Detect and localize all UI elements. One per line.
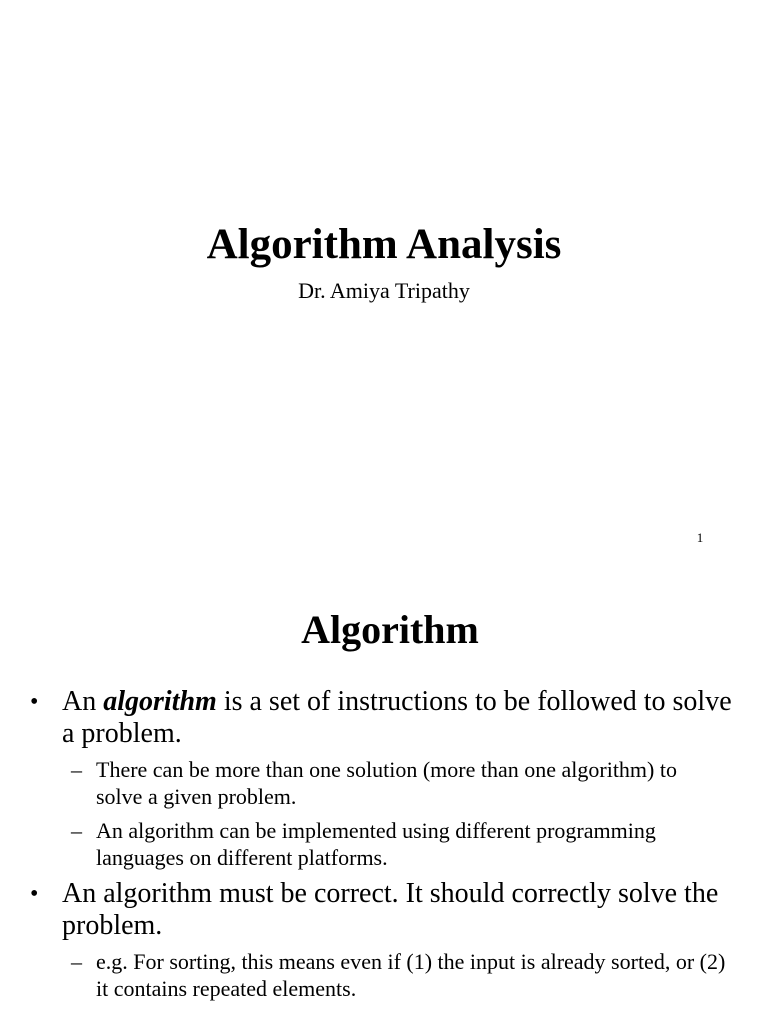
bullet-prefix: An [62,686,97,717]
sub-bullet-text: An algorithm can be implemented using different programming languages on different platforms. [96,818,656,870]
bullet-item-1 [0,686,768,750]
slide-title: Algorithm Analysis [206,221,562,268]
dash-marker: – [71,818,82,843]
emphasized-term: algorithm [103,686,217,717]
sub-bullet-item [0,817,768,871]
sub-bullet-item [0,756,768,810]
bullet-text: An algorithm must be correct. It should correctly solve the problem. [62,878,719,941]
sub-bullet-text: e.g. For sorting, this means even if (1) the input is already sorted, or (2) it contains repeated elements. [96,949,726,1001]
slide-subtitle: Dr. Amiya Tripathy [298,278,470,303]
slide-heading: Algorithm [301,607,479,652]
bullet-item-2 [0,878,768,942]
bullet-marker: • [30,689,39,715]
page-number: 1 [696,530,704,545]
bullet-marker: • [30,881,39,907]
bullet-rest: is a set of instructions to be followed to solve a problem. [62,686,732,749]
sub-bullet-item [0,948,768,1002]
sub-bullet-text: There can be more than one solution (more than one algorithm) to solve a given problem. [96,757,677,809]
bullet-list [0,686,768,1009]
dash-marker: – [71,949,82,974]
dash-marker: – [71,757,82,782]
content-slide [0,576,768,1024]
